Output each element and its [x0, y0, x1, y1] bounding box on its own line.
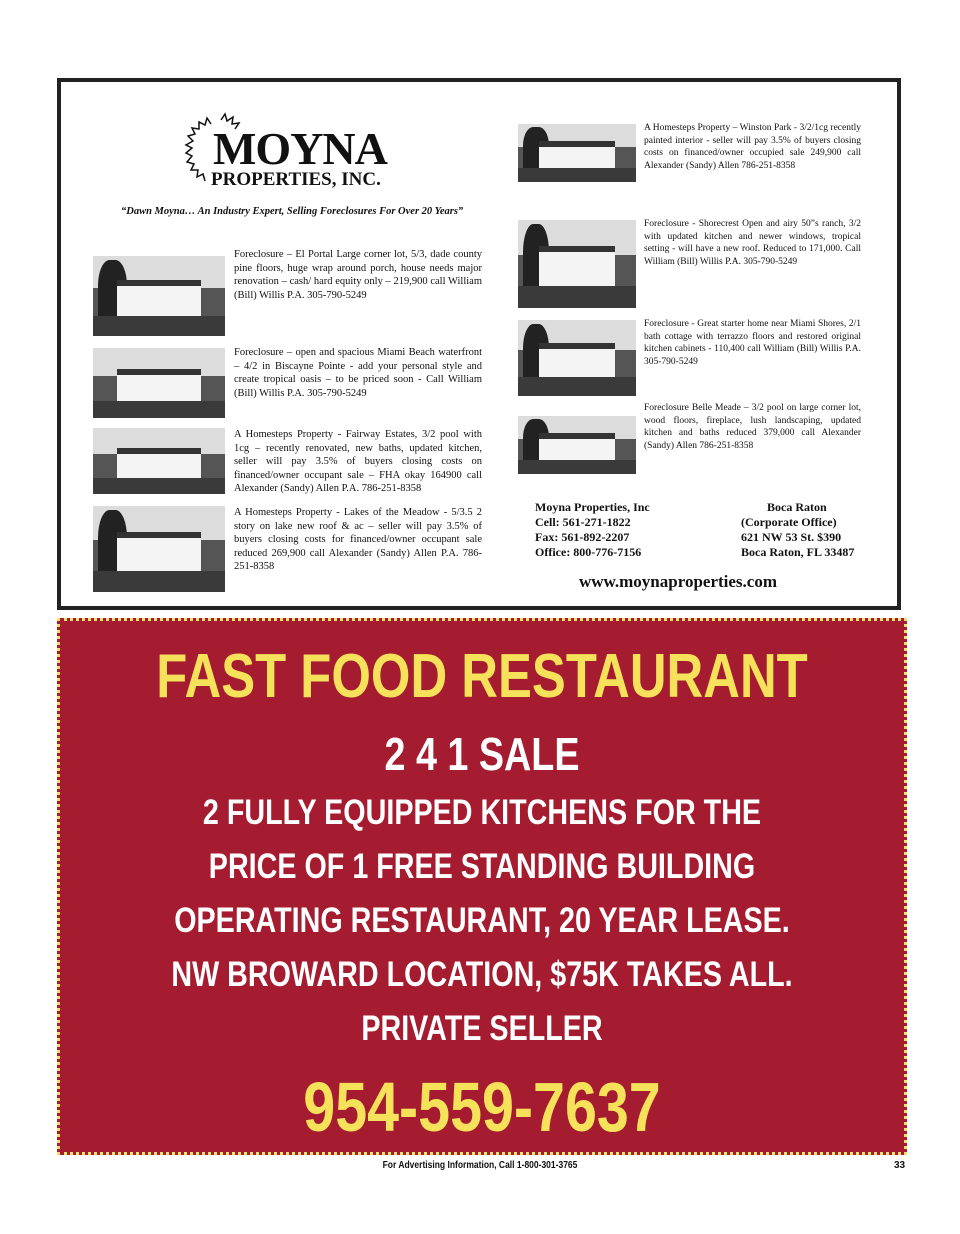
listing-text: Foreclosure - Shorecrest Open and airy 50”s ranch, 3/2 with updated kitchen and newer windows, tropical setting - will have a new roof. Reduced to 171,000. Call William (Bill) Willis P.A. 305-790-5249 [644, 219, 861, 267]
banner-sale: 2 4 1 SALE [384, 728, 580, 780]
listing-text: A Homesteps Property - Lakes of the Meadow - 5/3.5 2 story on lake new roof & ac – seller will pay 3.5% of buyers closing costs for financed/owner occupant sale reduced 269,900 call Alexander (Sandy) Allen P.A. 786-251-8358 [234, 507, 482, 572]
restaurant-sale-banner [57, 618, 907, 1155]
property-photo [518, 220, 636, 308]
banner-line: OPERATING RESTAURANT, 20 YEAR LEASE. [174, 901, 790, 940]
contact-line: 621 NW 53 St. $390 [741, 530, 842, 544]
logo-subtitle: PROPERTIES, INC. [211, 169, 381, 190]
logo-name: MOYNA [213, 123, 387, 174]
contact-line: (Corporate Office) [741, 515, 837, 529]
property-photo [93, 506, 225, 592]
banner-phone: 954-559-7637 [303, 1068, 661, 1146]
page-number: 33 [894, 1160, 906, 1171]
property-photo [93, 348, 225, 418]
moyna-logo [181, 112, 461, 202]
listing-text: Foreclosure – open and spacious Miami Beach waterfront – 4/2 in Biscayne Pointe - add your personal style and create tropical oasis – to be priced soon - Call William (Bill) Willis P.A. 305-790-5249 [234, 347, 482, 399]
moyna-properties-ad [57, 78, 901, 610]
website-link[interactable]: www.moynaproperties.com [579, 572, 777, 591]
property-photo [518, 320, 636, 396]
contact-line: Fax: 561-892-2207 [535, 530, 630, 544]
contact-line: Office: 800-776-7156 [535, 545, 642, 559]
listing-text: Foreclosure - Great starter home near Miami Shores, 2/1 bath cottage with terrazzo floors and restored original kitchen cabinets - 110,400 call William (Bill) Willis P.A. 305-790-5249 [644, 319, 861, 367]
listing-text: A Homesteps Property - Fairway Estates, 3/2 pool with 1cg – recently renovated, new baths, updated kitchen, seller will pay 3.5% of buyers closing costs on financed/owner occupant sale – FHA okay 164900 call Alexander (Sandy) Allen P.A. 786-251-8358 [234, 429, 482, 494]
listing-text: Foreclosure Belle Meade – 3/2 pool on large corner lot, wood floors, fireplace, lush landscaping, updated kitchen and baths reduced 379,000 call Alexander (Sandy) Allen 786-251-8358 [644, 403, 861, 451]
property-photo [518, 416, 636, 474]
footer-advertising: For Advertising Information, Call 1-800-301-3765 [382, 1160, 578, 1171]
banner-line: NW BROWARD LOCATION, $75K TAKES ALL. [171, 955, 793, 994]
listing-text: A Homesteps Property – Winston Park - 3/2/1cg recently painted interior - seller will pay 3.5% of buyers closing costs on financed/owner occupied sale 249,900 call Alexander (Sandy) Allen 786-251-8358 [644, 123, 861, 171]
property-photo [518, 124, 636, 182]
tagline: “Dawn Moyna… An Industry Expert, Selling Foreclosures For Over 20 Years” [121, 206, 464, 217]
contact-line: Boca Raton, FL 33487 [741, 545, 855, 559]
banner-line: PRICE OF 1 FREE STANDING BUILDING [208, 847, 756, 886]
listing-text: Foreclosure – El Portal Large corner lot, 5/3, dade county pine floors, huge wrap around porch, house needs major renovation – cash/ hard equity only – 219,900 call William (Bill) Willis P.A. 305-790-5249 [234, 249, 482, 301]
contact-block-left [535, 500, 650, 560]
property-photo [93, 428, 225, 494]
contact-line: Cell: 561-271-1822 [535, 515, 631, 529]
banner-line: 2 FULLY EQUIPPED KITCHENS FOR THE [202, 793, 762, 832]
banner-line: PRIVATE SELLER [361, 1009, 603, 1048]
property-photo [93, 256, 225, 336]
contact-line: Boca Raton [767, 500, 827, 514]
banner-headline: FAST FOOD RESTAURANT [156, 642, 808, 711]
contact-block-right [741, 500, 854, 560]
contact-line: Moyna Properties, Inc [535, 500, 650, 514]
